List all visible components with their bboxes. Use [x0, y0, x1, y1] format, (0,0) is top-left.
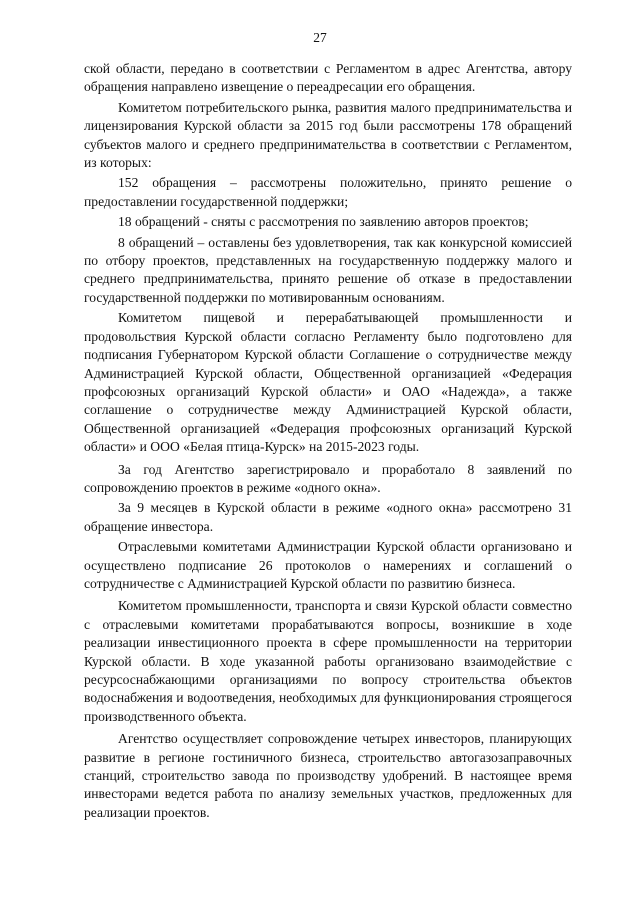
page-number: 27: [313, 30, 327, 45]
paragraph-food-industry-committee: Комитетом пищевой и перерабатывающей промышленности и продовольствия Курской области согласно Регламенту было подготовлено для подписания Губернатором Курской области Соглашение о сотрудничестве между Администрацией Курской области, Общественной организацией «Федерация профсоюзных организаций Курской области» и ОАО «Надежда», а также соглашение о сотрудничестве между Администрацией Курской области, Общественной организацией «Федерация профсоюзных организаций Курской области» и ООО «Белая птица-Курск» на 2015-2023 годы.: [84, 310, 572, 455]
paragraph-sector-protocols: Отраслевыми комитетами Администрации Курской области организовано и осуществлено подписание 26 протоколов о намерениях и соглашений о сотрудничестве с Администрацией Курской области по развитию бизнеса.: [84, 539, 572, 591]
paragraph-rejected-8: 8 обращений – оставлены без удовлетворения, так как конкурсной комиссией по отбору проектов, представленных на государственную поддержку малого и среднего предпринимательства, принято решение об отказе в предоставлении государственной поддержки по мотивированным основаниям.: [84, 234, 572, 305]
paragraph-industry-transport-committee: Комитетом промышленности, транспорта и связи Курской области совместно с отраслевыми комитетами прорабатываются вопросы, возникшие в ходе реализации инвестиционного проекта в сфере промышленности на территории Курской области. В ходе указанной работы организовано взаимодействие с ресурсоснабжающими организациями по вопросу строительства объектов водоснабжения и водоотведения, необходимых для функционирования строящегося производственного объекта.: [84, 598, 572, 724]
paragraph-consumer-market-committee: Комитетом потребительского рынка, развития малого предпринимательства и лицензирования Курской области за 2015 год были рассмотрены 178 обращений субъектов малого и среднего предпринимательства в соответствии с Регламентом, из которых:: [84, 99, 572, 171]
paragraph-continuation: ской области, передано в соответствии с Регламентом в адрес Агентства, автору обращения направлено извещение о переадресации его обращения.: [84, 61, 572, 95]
paragraph-agency-registrations: За год Агентство зарегистрировало и проработало 8 заявлений по сопровождению проектов в режиме «одного окна».: [84, 461, 572, 495]
paragraph-investor-support: Агентство осуществляет сопровождение четырех инвесторов, планирующих развитие в регионе гостиничного бизнеса, строительство автогазозаправочных станций, строительство завода по производству удобрений. В настоящее время инвесторами ведется работа по анализу земельных участков, предложенных для реализации проектов.: [84, 731, 572, 820]
document-body: [84, 60, 572, 824]
paragraph-one-window-requests: За 9 месяцев в Курской области в режиме «одного окна» рассмотрено 31 обращение инвестора.: [84, 500, 572, 534]
paragraph-withdrawn-18: 18 обращений - сняты с рассмотрения по заявлению авторов проектов;: [118, 214, 529, 230]
paragraph-approved-152: 152 обращения – рассмотрены положительно, принято решение о предоставлении государственной поддержки;: [84, 175, 572, 209]
